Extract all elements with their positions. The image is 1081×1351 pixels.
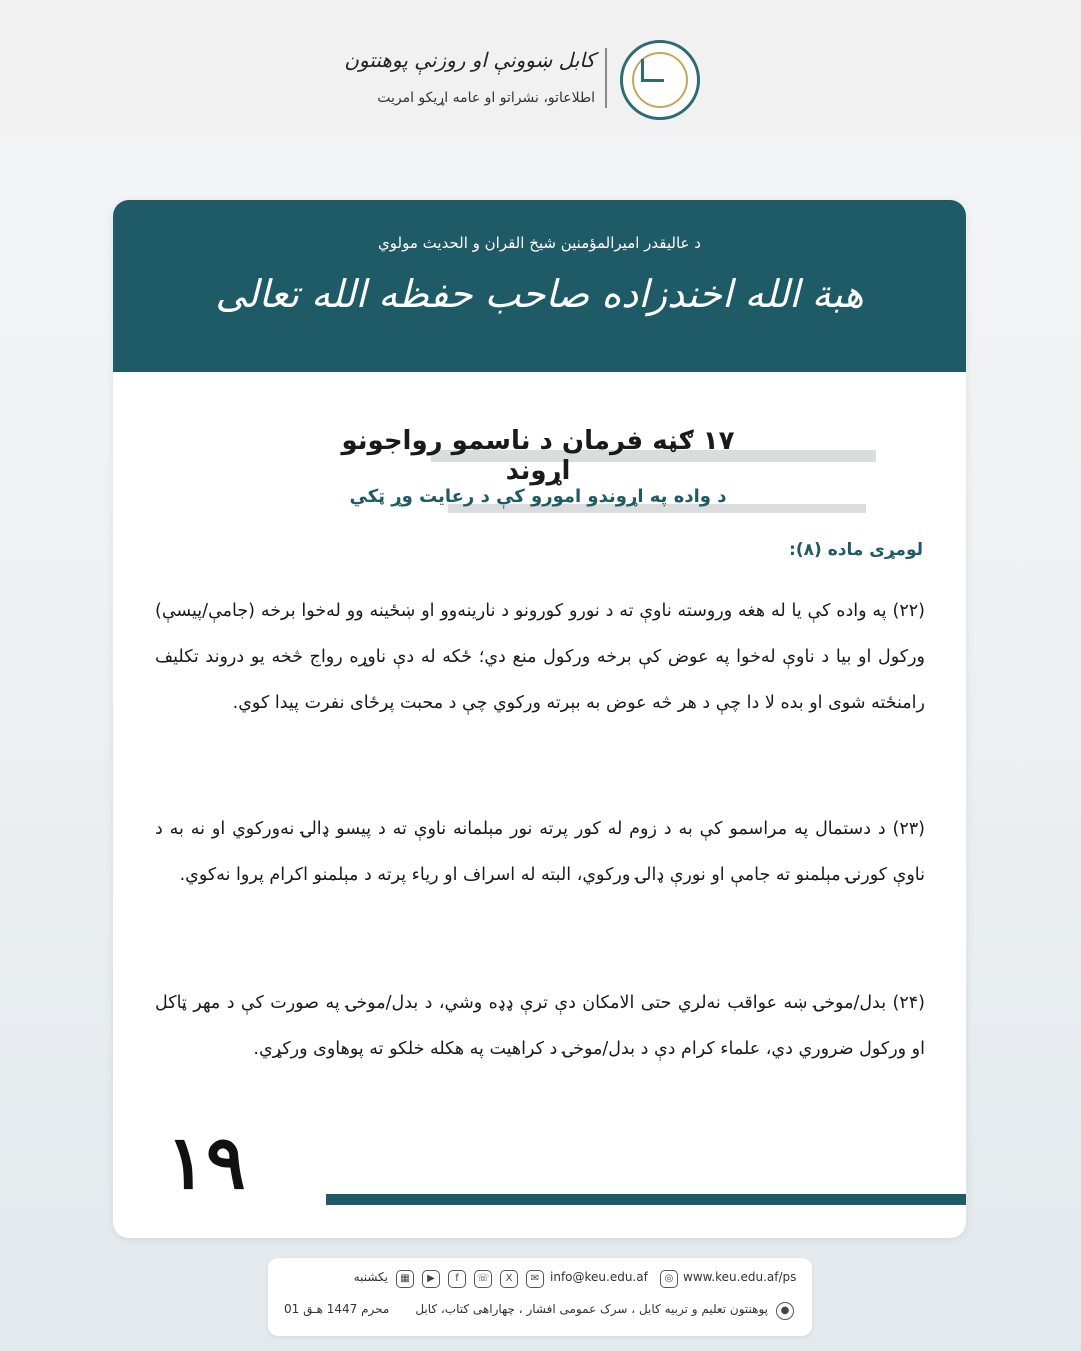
x-icon[interactable]: X bbox=[500, 1270, 518, 1288]
contact-footer bbox=[268, 1258, 812, 1336]
paragraph-24: (۲۴) بدل/موخۍ ښه عواقب نه‌لري حتی الامکان دې ترې ډډه وشي، د بدل/موخۍ په صورت کې د مهر ټاکل او ورکول ضروري دي، علماء کرام دې د بدل/موخۍ د کراهیت په هکله خلکو ته پوهاوی ورکړي. bbox=[155, 993, 925, 1059]
weekday: یکشنبه bbox=[353, 1270, 388, 1284]
location-icon: ● bbox=[776, 1302, 794, 1320]
decree-subtitle: د واده په اړوندو امورو کې د رعایت وړ ټکي bbox=[349, 486, 727, 507]
leader-title: د عالیقدر امیرالمؤمنین شیخ القران و الحدیث مولوي bbox=[378, 234, 701, 252]
calendar-icon: ▦ bbox=[396, 1270, 414, 1288]
address: پوهنتون تعلیم و تربیه کابل ، سرک عمومی افشار ، چهاراهی کتاب، کابل bbox=[415, 1302, 768, 1316]
paragraph-22: (۲۲) په واده کې یا له هغه وروسته ناوې ته د نورو کورونو د نارینه‌وو او ښځینه وو له‌خوا برخه (جامې/پیسې) ورکول او بیا د ناوې له‌خوا په عوض کې برخه ورکول منع دي؛ ځکه له دې ناوړه رواج څخه یو دروند تکلیف رامنځته شوی او بده لا دا چې د هر څه عوض به بېرته ورکوي چې د محبت پرځای نفرت پیدا کوي. bbox=[155, 601, 925, 713]
hijri-date: 01 محرم 1447 هـق bbox=[284, 1302, 390, 1316]
website-link[interactable]: www.keu.edu.af/ps bbox=[683, 1270, 797, 1284]
department-name: اطلاعاتو، نشراتو او عامه اړیکو امریت bbox=[377, 90, 595, 106]
card-header bbox=[113, 200, 966, 372]
globe-icon: ◎ bbox=[660, 1270, 678, 1288]
facebook-icon[interactable]: f bbox=[448, 1270, 466, 1288]
header-divider bbox=[605, 48, 607, 108]
leader-name: هبة الله اخندزاده صاحب حفظه الله تعالی bbox=[215, 272, 864, 316]
youtube-icon[interactable]: ▶ bbox=[422, 1270, 440, 1288]
university-logo bbox=[620, 40, 700, 120]
email-link[interactable]: info@keu.edu.af bbox=[550, 1270, 648, 1284]
email-icon[interactable]: ✉ bbox=[526, 1270, 544, 1288]
article-label: لومړی ماده (۸): bbox=[789, 540, 923, 560]
book-icon bbox=[641, 59, 664, 82]
whatsapp-icon[interactable]: ☏ bbox=[474, 1270, 492, 1288]
footer-rule bbox=[326, 1194, 966, 1205]
university-name: کابل ښوونې او روزنې پوهنتون bbox=[344, 48, 595, 72]
decree-title: ۱۷ ګڼه فرمان د ناسمو رواجونو اړوند bbox=[341, 426, 735, 486]
decree-card bbox=[113, 200, 966, 1238]
page-number: ۱۹ bbox=[166, 1120, 246, 1206]
paragraph-23: (۲۳) د دستمال په مراسمو کې به د زوم له کور پرته نور مېلمانه ناوې ته د پیسو ډالۍ نه‌ورکوي او نه به د ناوې کورنۍ مېلمنو ته جامې او نورې ډالۍ ورکوي، البته له اسراف او ریاء پرته د مېلمنو اکرام پروا نه‌کوي. bbox=[155, 819, 925, 885]
